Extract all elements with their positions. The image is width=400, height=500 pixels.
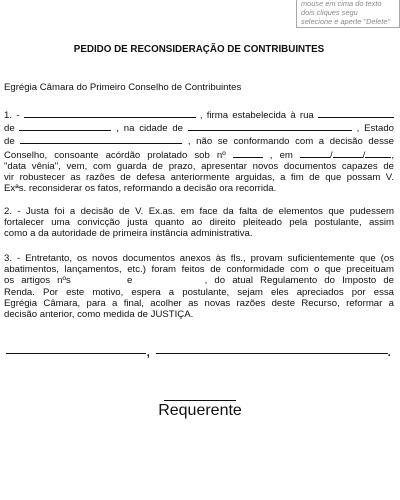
- paragraph-1-line-3: de , não se conformando com a decisão desse: [4, 136, 395, 148]
- paragraph-1-line-6: vir robustecer as razões de defesa anteriormente arguidas, a fim de que possam V.: [4, 172, 394, 184]
- paragraph-2-line-2: fortalecer uma convicção justa quanto ao direito pleiteado pela postulante, assim: [4, 217, 394, 229]
- date-end-period: .: [387, 343, 392, 360]
- signature-line[interactable]: [164, 390, 236, 401]
- hint-line-1: mouse em cima do texto: [301, 0, 382, 8]
- paragraph-3-line-5: Egrégia Câmara, para a final, acolher as novas razões deste Recurso, reformar a: [4, 297, 394, 309]
- document-title: PEDIDO DE RECONSIDERAÇÃO DE CONTRIBUINTES: [73, 44, 325, 55]
- paragraph-3-line-3: os artigos nºs e , do atual Regulamento do Imposto de: [4, 275, 395, 287]
- paragraph-3: [4, 253, 394, 320]
- ruling-number-blank[interactable]: [233, 148, 263, 158]
- paragraph-2-line-1: 2. - Justa foi a decisão de V. Ex.as. em face da falta de elementos que pudessem: [4, 206, 394, 217]
- ruling-day-blank[interactable]: [300, 148, 330, 158]
- company-name-blank[interactable]: [24, 108, 196, 118]
- street-blank[interactable]: [318, 108, 394, 118]
- ruling-month-blank[interactable]: [333, 148, 363, 158]
- paragraph-3-line-2: abatimentos, lançamentos, etc.) foram feitos de conformidade com o que preceituam: [4, 264, 394, 276]
- state-blank[interactable]: [20, 134, 182, 144]
- place-date-separator: ,: [146, 343, 151, 360]
- city-blank[interactable]: [188, 121, 352, 131]
- paragraph-1-line-2: de , na cidade de , Estado: [4, 123, 394, 135]
- hint-line-2: dois cliques segu: [301, 8, 358, 17]
- paragraph-1-line-4: Conselho, consoante acórdão prolatado sob nº , em / / ,: [4, 149, 394, 161]
- paragraph-2-line-3: como a da autoridade de primeira instância administrativa.: [4, 228, 253, 240]
- place-date-row: [6, 343, 392, 360]
- street-continuation-blank[interactable]: [19, 121, 111, 131]
- date-blank[interactable]: [156, 343, 388, 354]
- paragraph-2: [4, 206, 394, 240]
- paragraph-3-line-4: Renda. Por este motivo, espera a postulante, sejam eles apreciados por essa: [4, 286, 394, 298]
- paragraph-1-line-1: 1. - , firma estabelecida à rua: [4, 108, 394, 121]
- salutation: Egrégia Câmara do Primeiro Conselho de Contribuintes: [4, 82, 242, 93]
- paragraph-3-line-6: decisão anterior, como medida de JUSTIÇA.: [4, 309, 194, 321]
- paragraph-1-line-5: "data vênia", vem, com guarda de prazo, apresentar novos documentos capazes de: [4, 160, 394, 172]
- requester-label: Requerente: [158, 402, 242, 419]
- delete-hint-box: [296, 0, 400, 28]
- ruling-year-blank[interactable]: [365, 148, 391, 158]
- hint-line-3: selecione e aperte "Delete": [301, 17, 391, 26]
- place-blank[interactable]: [6, 343, 146, 354]
- paragraph-1-line-7: Exªs. reconsiderar os fatos, reformando a decisão ora recorrida.: [4, 183, 277, 195]
- paragraph-3-line-1: 3. - Entretanto, os novos documentos anexos às fls., provam suficientemente que (os: [4, 253, 394, 264]
- paragraph-1: [4, 108, 394, 194]
